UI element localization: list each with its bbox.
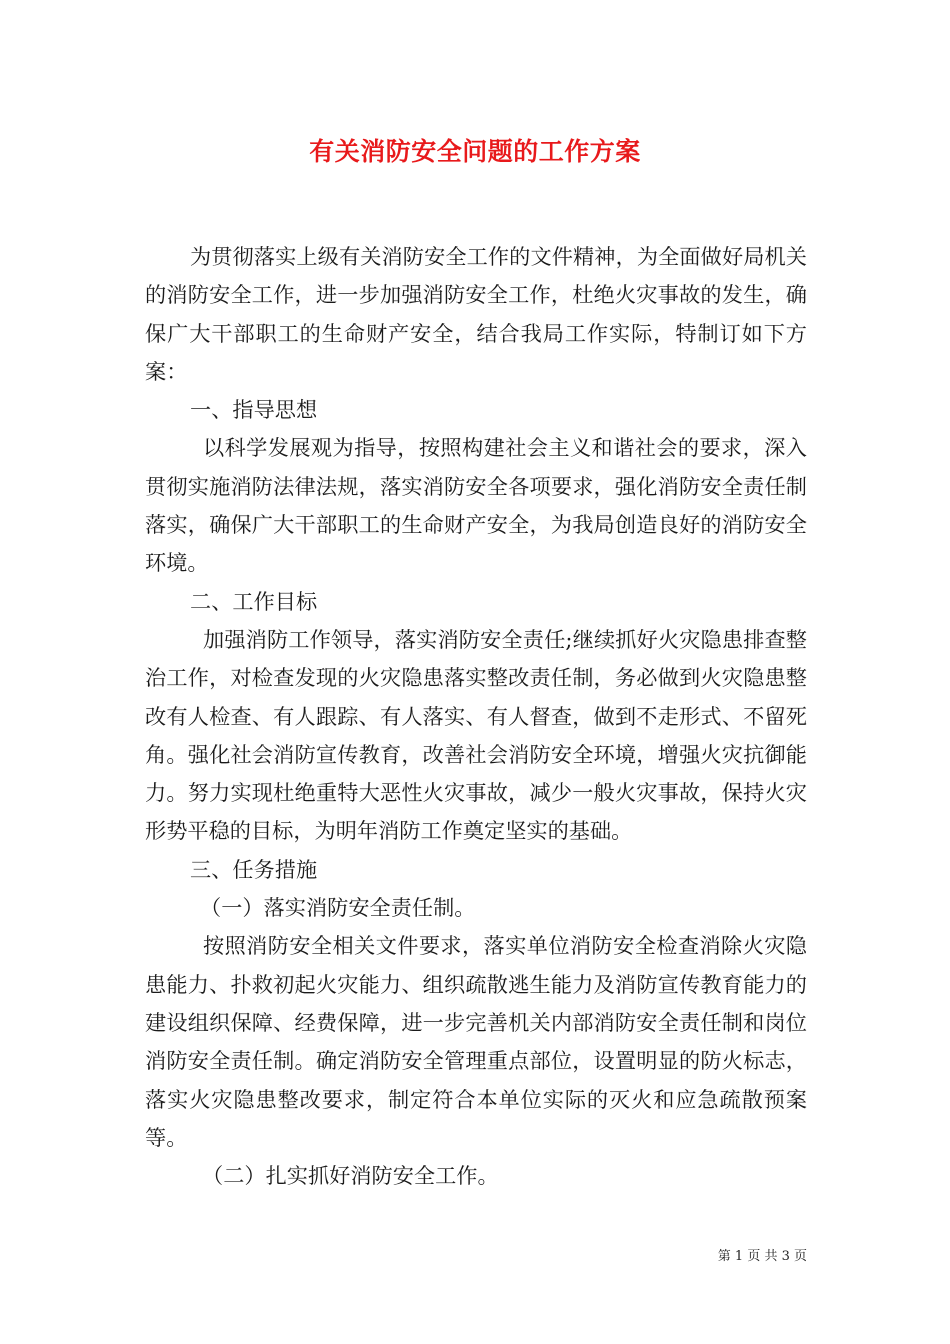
- sub-heading-safety-work: （二）扎实抓好消防安全工作。: [202, 1163, 499, 1189]
- section-paragraph-responsibility-system: 按照消防安全相关文件要求，落实单位消防安全检查消除火灾隐患能力、扑救初起火灾能力、组织疏散逃生能力及消防宣传教育能力的建设组织保障、经费保障，进一步完善机关内部消防安全责任制和岗位消防安全责任制。确定消防安全管理重点部位，设置明显的防火标志，落实火灾隐患整改要求，制定符合本单位实际的灭火和应急疏散预案等。: [145, 933, 807, 1150]
- section-heading-guiding-ideology: 一、指导思想: [190, 397, 318, 423]
- section-paragraph-work-goals: 加强消防工作领导，落实消防安全责任;继续抓好火灾隐患排查整治工作，对检查发现的火灾隐患落实整改责任制，务必做到火灾隐患整改有人检查、有人跟踪、有人落实、有人督查，做到不走形式、不留死角。强化社会消防宣传教育，改善社会消防安全环境，增强火灾抗御能力。努力实现杜绝重特大恶性火灾事故，减少一般火灾事故，保持火灾形势平稳的目标，为明年消防工作奠定坚实的基础。: [145, 626, 807, 844]
- page-title: 有关消防安全问题的工作方案: [309, 137, 641, 166]
- section-heading-task-measures: 三、任务措施: [190, 856, 318, 882]
- section-paragraph-guiding-ideology: 以科学发展观为指导，按照构建社会主义和谐社会的要求，深入贯彻实施消防法律法规，落实消防安全各项要求，强化消防安全责任制落实，确保广大干部职工的生命财产安全，为我局创造良好的消防安全环境。: [145, 435, 807, 576]
- section-heading-work-goals: 二、工作目标: [190, 588, 318, 614]
- page-number-footer: 第 1 页 共 3 页: [717, 1249, 807, 1264]
- sub-heading-responsibility-system: （一）落实消防安全责任制。: [200, 895, 476, 921]
- document-body: [145, 238, 807, 1195]
- intro-paragraph: 为贯彻落实上级有关消防安全工作的文件精神，为全面做好局机关的消防安全工作，进一步加强消防安全工作，杜绝火灾事故的发生，确保广大干部职工的生命财产安全，结合我局工作实际，特制订如下方案：: [145, 244, 807, 384]
